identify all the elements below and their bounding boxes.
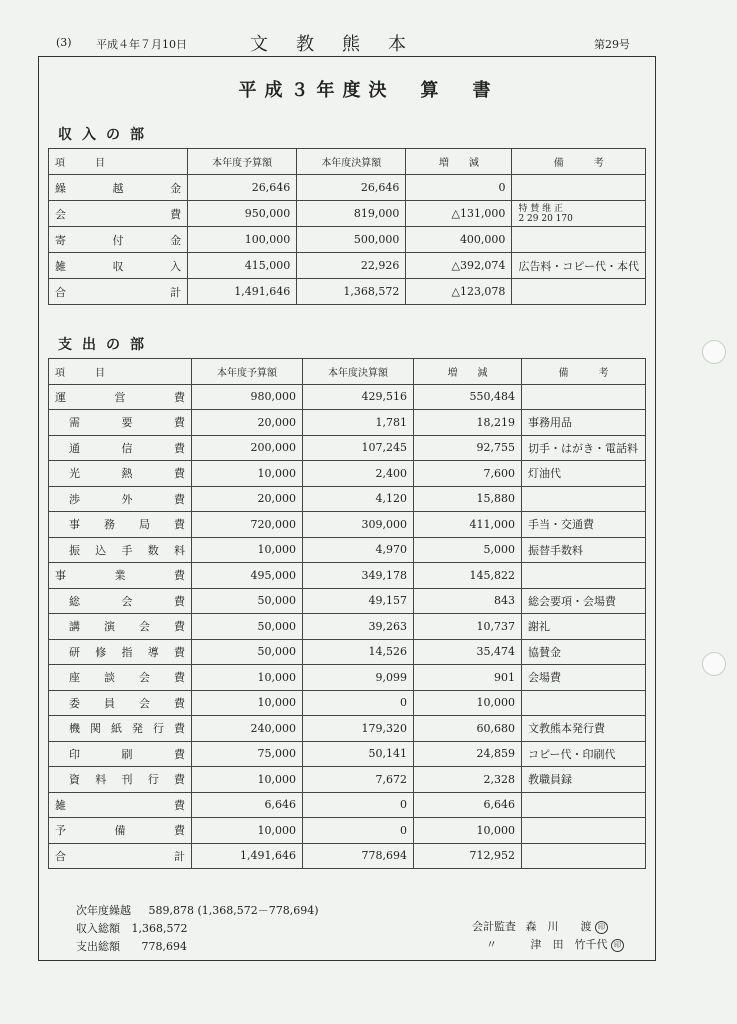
row-item-label: 委 員 会 費 (69, 696, 185, 710)
row-note: 協賛金 (522, 639, 646, 665)
row-item (49, 410, 192, 436)
row-actual: 349,178 (303, 563, 414, 589)
table-row (49, 563, 646, 589)
row-diff: △123,078 (406, 279, 512, 305)
table-row (49, 690, 646, 716)
row-actual: 49,157 (303, 588, 414, 614)
row-diff: △392,074 (406, 253, 512, 279)
row-note (522, 818, 646, 844)
row-note (512, 201, 646, 227)
table-row (49, 175, 646, 201)
carryover-value: 589,878 (1,368,572－778,694) (148, 904, 319, 917)
column-header: 本年度予算額 (188, 149, 297, 175)
row-diff: 843 (414, 588, 522, 614)
row-actual: 309,000 (303, 512, 414, 538)
row-diff: 145,822 (414, 563, 522, 589)
row-item (49, 741, 192, 767)
table-row (49, 410, 646, 436)
row-actual: 778,694 (303, 843, 414, 869)
expense-table (48, 358, 646, 869)
row-note: 切手・はがき・電話料 (522, 435, 646, 461)
row-budget: 50,000 (192, 639, 303, 665)
income-total-label: 収入総額 (76, 922, 120, 935)
row-budget: 950,000 (188, 201, 297, 227)
row-item (49, 614, 192, 640)
row-budget: 10,000 (192, 461, 303, 487)
row-budget: 10,000 (192, 537, 303, 563)
row-diff: 60,680 (414, 716, 522, 742)
table-row (49, 512, 646, 538)
seal-icon: 印 (595, 921, 608, 934)
row-note: 総会要項・会場費 (522, 588, 646, 614)
row-diff: 7,600 (414, 461, 522, 487)
table-row (49, 253, 646, 279)
row-budget: 26,646 (188, 175, 297, 201)
row-item-label: 研 修 指 導 費 (69, 645, 185, 659)
row-budget: 980,000 (192, 384, 303, 410)
table-row (49, 588, 646, 614)
issue-date: 平成４年７月10日 (96, 38, 187, 51)
row-note: コピー代・印刷代 (522, 741, 646, 767)
income-total-value: 1,368,572 (131, 922, 188, 935)
row-item-label: 雑 費 (55, 798, 185, 812)
row-note: 事務用品 (522, 410, 646, 436)
table-row (49, 639, 646, 665)
row-item (49, 253, 188, 279)
table-row (49, 201, 646, 227)
carryover-line (76, 902, 319, 918)
column-header: 増 減 (406, 149, 512, 175)
row-item-label: 総 会 費 (69, 594, 185, 608)
row-budget: 100,000 (188, 227, 297, 253)
row-diff: 400,000 (406, 227, 512, 253)
table-row (49, 716, 646, 742)
row-actual: 1,368,572 (297, 279, 406, 305)
row-item (49, 716, 192, 742)
row-note (512, 279, 646, 305)
row-note (512, 175, 646, 201)
row-item (49, 690, 192, 716)
column-header: 増 減 (414, 359, 522, 385)
auditor-2 (486, 936, 624, 952)
row-item-label: 合 計 (55, 285, 182, 299)
row-item-label: 事 務 局 費 (69, 518, 185, 532)
row-budget: 10,000 (192, 818, 303, 844)
row-item-label: 予 備 費 (55, 824, 185, 838)
column-header: 項 目 (49, 359, 192, 385)
row-actual: 7,672 (303, 767, 414, 793)
row-item-label: 印 刷 費 (69, 747, 185, 761)
row-actual: 0 (303, 792, 414, 818)
row-item-label: 資 料 刊 行 費 (69, 773, 185, 787)
row-item (49, 486, 192, 512)
row-actual: 179,320 (303, 716, 414, 742)
row-diff: 6,646 (414, 792, 522, 818)
row-actual: 1,781 (303, 410, 414, 436)
row-item-label: 合 計 (55, 849, 185, 863)
row-actual: 4,120 (303, 486, 414, 512)
row-item-label: 雑 収 入 (55, 259, 182, 273)
expense-total-label: 支出総額 (76, 940, 120, 953)
row-budget: 10,000 (192, 690, 303, 716)
row-item (49, 512, 192, 538)
row-actual: 500,000 (297, 227, 406, 253)
row-budget: 10,000 (192, 665, 303, 691)
row-item (49, 227, 188, 253)
income-table (48, 148, 646, 305)
row-note (522, 486, 646, 512)
income-section-title: 収入の部 (58, 127, 154, 143)
expense-total-line (76, 938, 187, 954)
row-actual: 9,099 (303, 665, 414, 691)
row-budget: 1,491,646 (192, 843, 303, 869)
row-diff: 15,880 (414, 486, 522, 512)
table-row (49, 818, 646, 844)
row-item-label: 需 要 費 (69, 416, 185, 430)
row-diff: 712,952 (414, 843, 522, 869)
row-actual: 819,000 (297, 201, 406, 227)
row-diff: 2,328 (414, 767, 522, 793)
row-item (49, 384, 192, 410)
row-diff: 24,859 (414, 741, 522, 767)
row-budget: 1,491,646 (188, 279, 297, 305)
row-budget: 20,000 (192, 410, 303, 436)
row-item-label: 寄 付 金 (55, 233, 182, 247)
row-item (49, 435, 192, 461)
row-budget: 720,000 (192, 512, 303, 538)
row-item (49, 767, 192, 793)
row-item-label: 通 信 費 (69, 441, 185, 455)
row-actual: 14,526 (303, 639, 414, 665)
row-item-label: 座 談 会 費 (69, 671, 185, 685)
row-note: 振替手数料 (522, 537, 646, 563)
row-note: 手当・交通費 (522, 512, 646, 538)
column-header: 本年度決算額 (303, 359, 414, 385)
row-diff: 18,219 (414, 410, 522, 436)
table-row (49, 227, 646, 253)
row-note: 教職員録 (522, 767, 646, 793)
document-title: 平成３年度決 算 書 (238, 80, 499, 101)
row-item (49, 843, 192, 869)
row-item-label: 機 関 紙 発 行 費 (69, 722, 185, 736)
row-actual: 39,263 (303, 614, 414, 640)
column-header: 備 考 (522, 359, 646, 385)
auditor-1 (472, 918, 608, 934)
row-item (49, 537, 192, 563)
row-diff: 92,755 (414, 435, 522, 461)
row-note (522, 563, 646, 589)
row-item (49, 665, 192, 691)
row-actual: 429,516 (303, 384, 414, 410)
row-note (522, 384, 646, 410)
row-item (49, 279, 188, 305)
row-actual: 22,926 (297, 253, 406, 279)
issue-number: 第29号 (594, 38, 630, 51)
table-row (49, 792, 646, 818)
row-diff: 5,000 (414, 537, 522, 563)
table-row (49, 614, 646, 640)
table-row (49, 435, 646, 461)
row-item (49, 461, 192, 487)
row-diff: 0 (406, 175, 512, 201)
binder-hole (702, 652, 726, 676)
table-row (49, 279, 646, 305)
row-budget: 240,000 (192, 716, 303, 742)
row-budget: 75,000 (192, 741, 303, 767)
row-budget: 495,000 (192, 563, 303, 589)
row-item (49, 201, 188, 227)
row-actual: 0 (303, 818, 414, 844)
row-actual: 107,245 (303, 435, 414, 461)
row-actual: 0 (303, 690, 414, 716)
row-item-label: 講 演 会 費 (69, 620, 185, 634)
binder-hole (702, 340, 726, 364)
row-diff: 411,000 (414, 512, 522, 538)
row-item (49, 792, 192, 818)
row-item-label: 渉 外 費 (69, 492, 185, 506)
row-item-label: 繰 越 金 (55, 181, 182, 195)
row-note: 文教熊本発行費 (522, 716, 646, 742)
row-note (522, 792, 646, 818)
expense-total-value: 778,694 (141, 940, 187, 953)
row-note: 広告料・コピー代・本代 (512, 253, 646, 279)
row-budget: 50,000 (192, 588, 303, 614)
table-row (49, 384, 646, 410)
row-item-label: 事 業 費 (55, 569, 185, 583)
table-header-row (49, 359, 646, 385)
table-row (49, 767, 646, 793)
row-item-label: 会 費 (55, 207, 182, 221)
column-header: 本年度決算額 (297, 149, 406, 175)
row-item (49, 639, 192, 665)
row-diff: 10,737 (414, 614, 522, 640)
row-diff: 35,474 (414, 639, 522, 665)
row-budget: 415,000 (188, 253, 297, 279)
auditor-label: 会計監査 (472, 920, 516, 933)
page-number: (3) (56, 36, 72, 49)
row-item-label: 振 込 手 数 料 (69, 543, 185, 557)
row-diff: 550,484 (414, 384, 522, 410)
row-note (512, 227, 646, 253)
newspaper-name: 文教熊本 (250, 34, 434, 55)
row-diff: 10,000 (414, 818, 522, 844)
row-actual: 2,400 (303, 461, 414, 487)
table-row (49, 461, 646, 487)
row-item (49, 175, 188, 201)
row-actual: 26,646 (297, 175, 406, 201)
row-item (49, 588, 192, 614)
note-line-1: 特 賛 维 正 (518, 203, 564, 214)
carryover-label: 次年度繰越 (76, 904, 131, 917)
table-row (49, 537, 646, 563)
seal-icon: 印 (611, 939, 624, 952)
row-budget: 10,000 (192, 767, 303, 793)
auditor-name-1: 森 川 渡 (525, 920, 592, 933)
table-row (49, 741, 646, 767)
column-header: 項 目 (49, 149, 188, 175)
row-note: 謝礼 (522, 614, 646, 640)
row-budget: 50,000 (192, 614, 303, 640)
expense-section-title: 支出の部 (58, 337, 154, 353)
row-budget: 6,646 (192, 792, 303, 818)
table-row (49, 486, 646, 512)
row-item (49, 818, 192, 844)
table-row (49, 665, 646, 691)
column-header: 本年度予算額 (192, 359, 303, 385)
row-diff: 901 (414, 665, 522, 691)
row-budget: 20,000 (192, 486, 303, 512)
row-note: 会場費 (522, 665, 646, 691)
income-total-line (76, 920, 187, 936)
column-header: 備 考 (512, 149, 646, 175)
ditto-mark: 〃 (486, 938, 497, 951)
row-actual: 50,141 (303, 741, 414, 767)
row-actual: 4,970 (303, 537, 414, 563)
row-item (49, 563, 192, 589)
note-line-2: 2 29 20 170 (518, 213, 573, 224)
row-note (522, 690, 646, 716)
row-item-label: 光 熱 費 (69, 467, 185, 481)
row-note: 灯油代 (522, 461, 646, 487)
row-diff: 10,000 (414, 690, 522, 716)
row-item-label: 運 営 費 (55, 390, 185, 404)
row-note (522, 843, 646, 869)
auditor-name-2: 津 田 竹千代 (530, 938, 608, 951)
table-header-row (49, 149, 646, 175)
row-budget: 200,000 (192, 435, 303, 461)
newspaper-header (0, 28, 737, 55)
table-row (49, 843, 646, 869)
row-diff: △131,000 (406, 201, 512, 227)
